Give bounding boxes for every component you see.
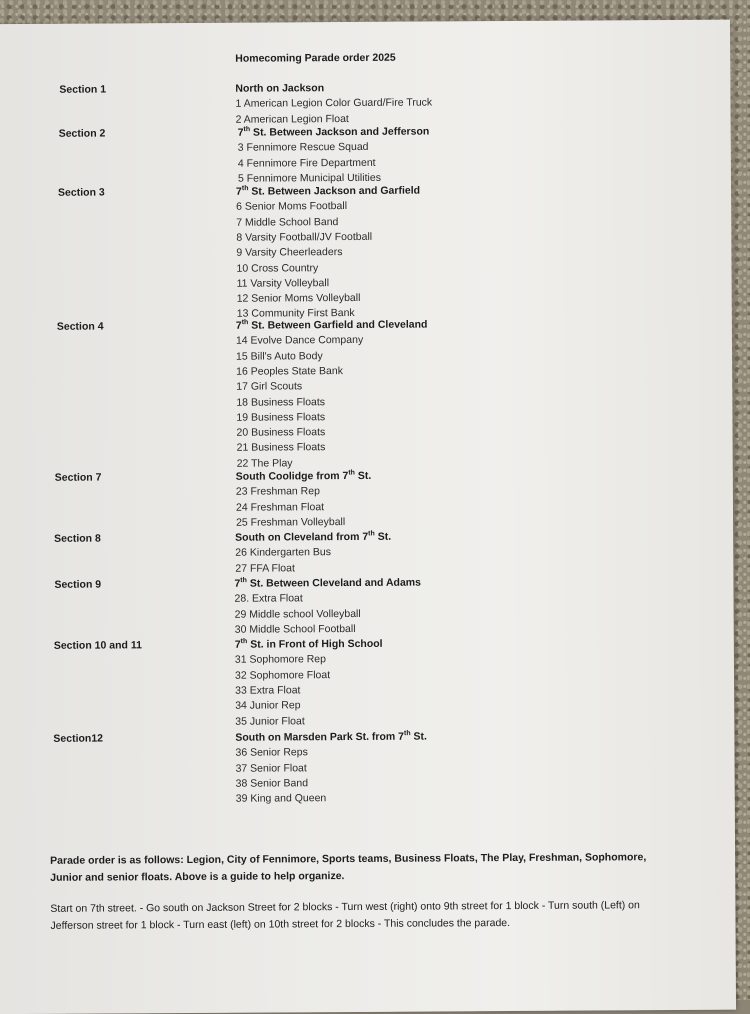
paper-sheet	[0, 20, 736, 1014]
ordinal-suffix: th	[241, 319, 249, 327]
parade-entry: 7 Middle School Band	[236, 215, 339, 229]
section-heading-part: 7	[237, 126, 244, 139]
parade-entry: 15 Bill's Auto Body	[236, 349, 323, 363]
section-heading-part: St.	[354, 469, 372, 482]
parade-entry: 9 Varsity Cheerleaders	[236, 246, 343, 259]
parade-entry: 28. Extra Float	[234, 592, 303, 606]
parade-entry: 1 American Legion Color Guard/Fire Truck	[235, 96, 433, 110]
section-heading-part: 7	[234, 638, 241, 651]
parade-entry: 6 Senior Moms Football	[236, 200, 348, 213]
section-heading	[235, 638, 383, 651]
parade-entry: 39 King and Queen	[235, 792, 327, 805]
section-heading	[236, 319, 428, 332]
section-heading-part: South on Marsden Park St. from 7	[235, 730, 405, 744]
section-heading-part: St.	[410, 730, 427, 743]
parade-entry: 30 Middle School Football	[234, 622, 356, 636]
parade-entry: 38 Senior Band	[235, 777, 309, 790]
parade-entry: 33 Extra Float	[235, 684, 301, 697]
section-heading-part: St. Between Cleveland and Adams	[246, 576, 421, 590]
parade-entry: 25 Freshman Volleyball	[236, 515, 346, 529]
ordinal-suffix: th	[368, 530, 375, 538]
section-heading	[236, 470, 372, 483]
parade-entry: 19 Business Floats	[236, 410, 326, 424]
ordinal-suffix: th	[241, 185, 249, 193]
section-heading-part: South on Cleveland from 7	[235, 530, 369, 544]
section-heading-part: St. Between Garfield and Cleveland	[248, 318, 428, 332]
section-heading-part: South Coolidge from 7	[235, 470, 349, 483]
ordinal-suffix: th	[240, 577, 247, 585]
parade-entry: 34 Junior Rep	[235, 699, 301, 712]
document-title: Homecoming Parade order 2025	[235, 51, 396, 65]
section-heading-part: St. in Front of High School	[247, 637, 383, 651]
section-heading-part: 7	[234, 577, 241, 590]
parade-entry: 5 Fennimore Municipal Utilities	[237, 171, 381, 185]
section-label: Section 10 and 11	[53, 639, 142, 652]
ordinal-suffix: th	[403, 730, 411, 738]
ordinal-suffix: th	[243, 126, 251, 134]
parade-entry: 10 Cross Country	[236, 261, 319, 275]
parade-entry: 20 Business Floats	[236, 426, 326, 439]
parade-entry: 31 Sophomore Rep	[234, 653, 326, 667]
section-label: Section 2	[58, 127, 106, 140]
section-heading-part: 7	[235, 319, 242, 332]
section-heading	[238, 126, 430, 139]
parade-entry: 23 Freshman Rep	[235, 485, 320, 499]
parade-entry: 3 Fennimore Rescue Squad	[237, 141, 369, 154]
section-label: Section 7	[54, 471, 102, 484]
section-heading-part: North on Jackson	[235, 82, 325, 95]
parade-entry: 13 Community First Bank	[236, 307, 355, 321]
parade-entry: 22 The Play	[236, 457, 293, 470]
parade-entry: 2 American Legion Float	[235, 112, 349, 126]
parade-entry: 24 Freshman Float	[235, 500, 325, 514]
ordinal-suffix: th	[240, 638, 248, 646]
ordinal-suffix: th	[348, 469, 355, 477]
section-label: Section 4	[56, 320, 104, 333]
parade-entry: 18 Business Floats	[236, 395, 326, 409]
section-label: Section 3	[58, 186, 105, 199]
section-label: Section 8	[54, 532, 101, 545]
parade-entry: 29 Middle school Volleyball	[234, 607, 361, 621]
parade-entry: 21 Business Floats	[236, 441, 326, 455]
parade-entry: 4 Fennimore Fire Department	[237, 156, 376, 170]
section-heading	[235, 82, 324, 95]
section-label: Section12	[53, 732, 104, 745]
section-heading-part: 7	[235, 185, 242, 198]
parade-entry: 8 Varsity Football/JV Football	[236, 230, 373, 244]
section-heading-part: St. Between Jackson and Jefferson	[250, 125, 430, 139]
parade-entry: 14 Evolve Dance Company	[235, 334, 364, 347]
parade-entry: 12 Senior Moms Volleyball	[236, 292, 361, 305]
parade-entry: 27 FFA Float	[235, 561, 295, 575]
parade-entry: 17 Girl Scouts	[236, 380, 303, 393]
parade-entry: 32 Sophomore Float	[234, 668, 331, 682]
section-heading-part: St. Between Jackson and Garfield	[248, 184, 421, 198]
parade-entry: 36 Senior Reps	[235, 746, 308, 760]
parade-entry: 16 Peoples State Bank	[236, 364, 343, 378]
parade-route: Start on 7th street. - Go south on Jackson Street for 2 blocks - Turn west (right) onto 9th street for 1 block - Turn south (Left) on Jefferson street for 1 block - Turn east (left) on 10th street for 2 blocks - This concludes the parade.	[50, 898, 640, 932]
section-heading	[235, 731, 427, 744]
parade-entry: 35 Junior Float	[235, 714, 305, 728]
parade-entry: 11 Varsity Volleyball	[236, 276, 330, 290]
parade-entry: 26 Kindergarten Bus	[235, 546, 332, 560]
section-heading-part: St.	[374, 530, 392, 543]
section-label: Section 1	[59, 83, 107, 96]
parade-entry: 37 Senior Float	[235, 761, 307, 775]
section-heading	[235, 531, 391, 544]
parade-summary: Parade order is as follows: Legion, City of Fennimore, Sports teams, Business Floats, The Play, Freshman, Sophomore, Junior and senior floats. Above is a guide to help organize.	[50, 850, 647, 884]
section-label: Section 9	[54, 578, 102, 591]
section-heading	[234, 577, 421, 590]
section-heading	[236, 185, 420, 198]
